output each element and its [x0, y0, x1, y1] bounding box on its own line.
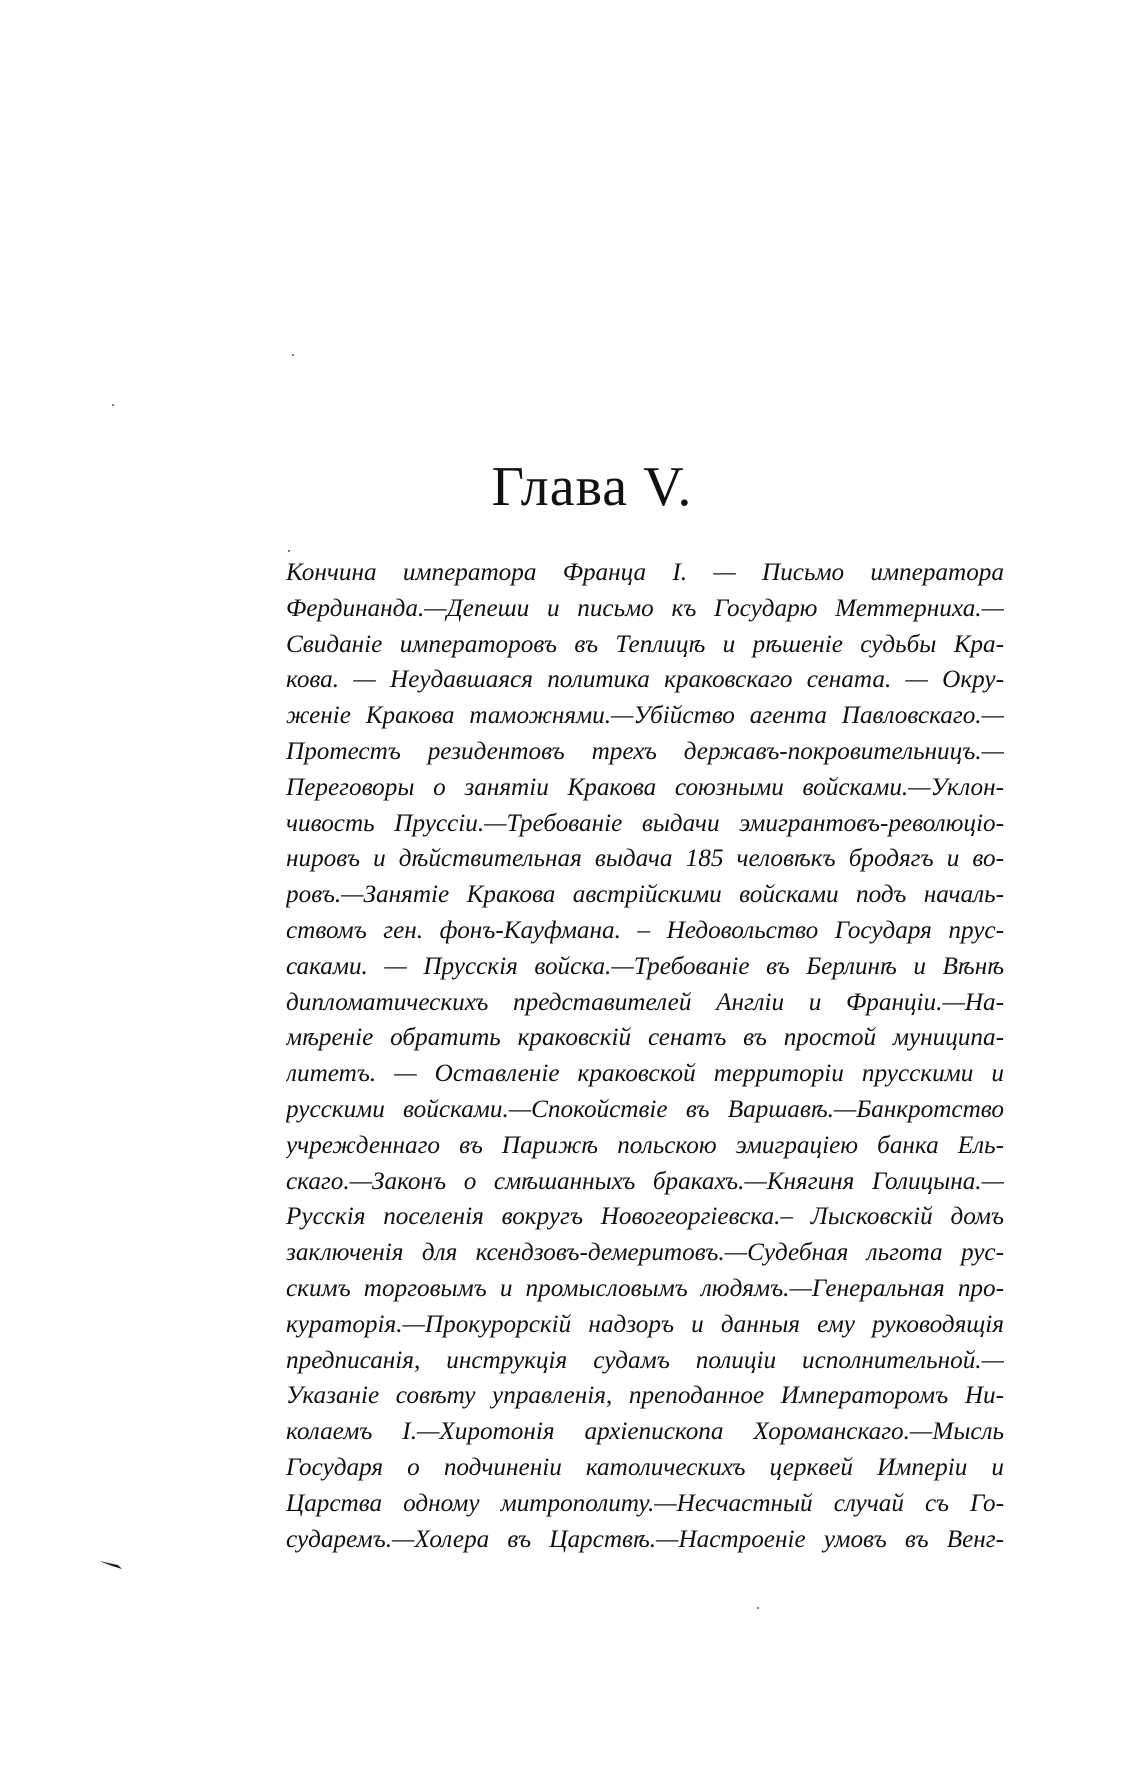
summary-line: сударемъ.—Холера въ Царствѣ.—Настроеніе умовъ въ Венг-: [286, 1525, 1004, 1553]
summary-line: ровъ.—Занятіе Кракова австрійскими войсками подъ началь-: [286, 881, 1004, 909]
scan-speck: [292, 354, 294, 356]
summary-line: Царства одному митрополиту.—Несчастный случай съ Го-: [286, 1489, 1004, 1517]
summary-line: чивость Пруссіи.—Требованіе выдачи эмигрантовъ-революціо-: [286, 809, 1004, 837]
summary-line: саками. — Прусскія войска.—Требованіе въ Берлинѣ и Вѣнѣ: [286, 952, 1004, 980]
summary-line: мѣреніе обратить краковскій сенатъ въ простой муниципа-: [286, 1024, 1004, 1052]
summary-line: Кончина императора Франца I. — Письмо императора: [286, 559, 1004, 586]
summary-line: Фердинанда.—Депеши и письмо къ Государю Меттерниха.—: [286, 594, 1004, 622]
summary-line: кова. — Неудавшаяся политика краковскаго сената. — Окру-: [286, 666, 1004, 694]
scan-mark: [98, 1560, 124, 1570]
summary-line: ствомъ ген. фонъ-Кауфмана. – Недовольство Государя прус-: [286, 916, 1004, 944]
summary-line: предписанія, инструкція судамъ полиціи исполнительной.—: [286, 1346, 1004, 1374]
summary-line: дипломатическихъ представителей Англіи и Франціи.—На-: [286, 988, 1004, 1016]
summary-line: женіе Кракова таможнями.—Убійство агента Павловскаго.—: [286, 702, 1004, 730]
summary-line: куpaтopiя.—Прокурорскій надзоръ и данныя ему руководящія: [286, 1310, 1004, 1338]
summary-line: Переговоры о занятіи Кракова союзными войсками.—Уклон-: [286, 773, 1004, 801]
scan-speck: [288, 550, 290, 552]
chapter-title: Глава V.: [491, 456, 693, 518]
summary-line: Указаніе совѣту управленія, преподанное Императоромъ Ни-: [286, 1382, 1004, 1410]
scan-speck: [757, 1607, 759, 1609]
summary-line: русскими войсками.—Спокойствіе въ Варшавѣ.—Банкротство: [286, 1095, 1004, 1123]
summary-line: скаго.—Законъ о смѣшанныхъ бракахъ.—Княгиня Голицына.—: [286, 1167, 1004, 1195]
summary-line: заключенія для ксендзовъ-демеритовъ.—Судебная льгота рус-: [286, 1239, 1004, 1267]
summary-line: колаемъ I.—Хиротонія архіепископа Хороманскаго.—Мысль: [286, 1418, 1004, 1446]
summary-line: нировъ и дѣйствительная выдача 185 человѣкъ бродягъ и во-: [286, 845, 1004, 873]
summary-line: литетъ. — Оставленіе краковской территоріи прусскими и: [286, 1060, 1004, 1088]
summary-line: Государя о подчиненіи католическихъ церквей Имперіи и: [286, 1453, 1004, 1481]
scan-speck: [112, 404, 114, 406]
chapter-summary: [286, 555, 1004, 1557]
summary-line: Протестъ резидентовъ трехъ державъ-покровительницъ.—: [286, 737, 1004, 765]
summary-line: Русскія поселенія вокругъ Новогеоргіевска.– Лысковскій домъ: [286, 1203, 1004, 1231]
summary-line: учрежденнаго въ Парижѣ польскою эмиграціею банка Ель-: [286, 1131, 1004, 1159]
summary-line: скимъ торговымъ и промысловымъ людямъ.—Генеральная про-: [286, 1274, 1004, 1302]
summary-line: Свиданіе императоровъ въ Теплицѣ и рѣшеніе судьбы Кра-: [286, 630, 1004, 658]
